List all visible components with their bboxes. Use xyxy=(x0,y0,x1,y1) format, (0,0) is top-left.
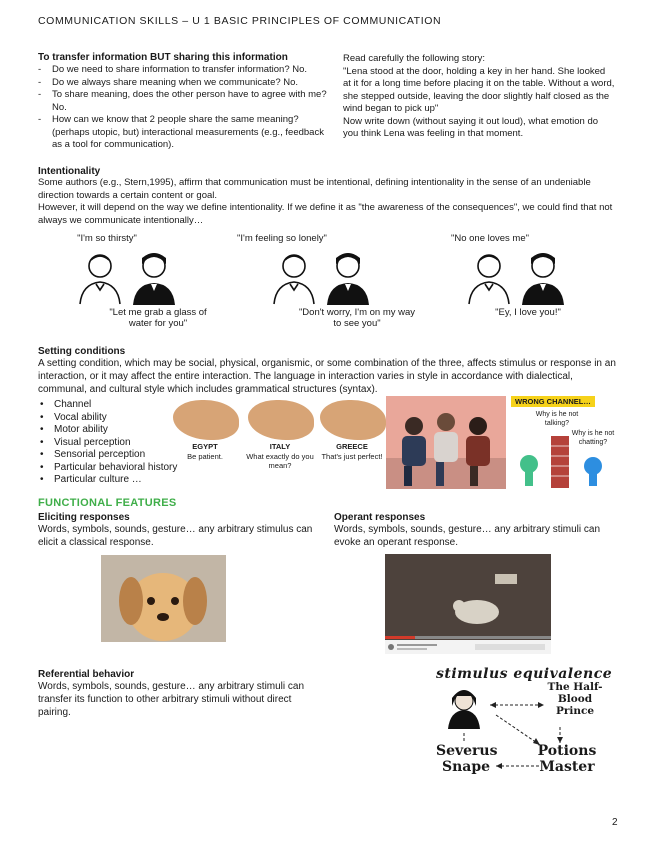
dialogue-top-quote: "I'm so thirsty" xyxy=(77,233,137,244)
hand-gesture-image xyxy=(173,400,239,440)
gesture-country: ITALY xyxy=(269,442,291,451)
intentionality-p1: Some authors (e.g., Stern,1995), affirm that communication must be intentional, defining intentionality in the sense of an undeniable direction towards a certain content or goal. xyxy=(38,177,591,201)
setting-section xyxy=(38,346,618,396)
list-item: - Do we always share meaning when we communicate? No. xyxy=(38,77,330,90)
intentionality-heading: Intentionality xyxy=(38,166,101,177)
document-header: COMMUNICATION SKILLS – U 1 BASIC PRINCIPLES OF COMMUNICATION xyxy=(38,15,442,27)
story-text: "Lena stood at the door, holding a key in her hand. She looked at it for a long time before placing it on the table. Without a word, she stepped outside, leaving the door slightly half closed as the wind began to pick up" xyxy=(343,65,615,114)
hand-gesture-image xyxy=(248,400,314,440)
speech-bubble: Why is he not talking? xyxy=(535,411,579,427)
gesture-country: EGYPT xyxy=(192,442,218,451)
gesture-country: GREECE xyxy=(336,442,368,451)
eliciting-section xyxy=(38,512,323,549)
list-item: • Particular culture … xyxy=(40,474,190,487)
transfer-list xyxy=(38,64,330,152)
people-illustration xyxy=(76,248,180,306)
dialogue-top-quote: "I'm feeling so lonely" xyxy=(237,233,327,244)
list-item: - To share meaning, does the other person have to agree with me? No. xyxy=(38,89,330,114)
intentionality-p2: However, it will depend on the way we define intentionality. If we define it as "the awareness of the consequences", we could find that not always we communicate intentionally… xyxy=(38,202,613,226)
story-intro: Read carefully the following story: xyxy=(343,53,486,64)
operant-text: Words, symbols, sounds, gesture… any arbitrary stimuli can evoke an operant response. xyxy=(334,524,601,548)
eliciting-heading: Eliciting responses xyxy=(38,512,130,523)
intentionality-section xyxy=(38,166,618,227)
gesture-meaning: What exactly do you mean? xyxy=(246,451,314,470)
setting-heading: Setting conditions xyxy=(38,346,126,357)
list-item: • Sensorial perception xyxy=(40,449,190,462)
dialogue-bottom-quote: "Ey, I love you!" xyxy=(495,307,561,318)
referential-text: Words, symbols, sounds, gesture… any arbitrary stimuli can transfer its function to other arbitrary stimuli without direct pairing. xyxy=(38,681,305,718)
gesture-meaning: Be patient. xyxy=(187,451,223,461)
wrong-channel-figure xyxy=(509,396,619,489)
referential-heading: Referential behavior xyxy=(38,669,135,680)
list-item: - How can we know that 2 people share the same meaning? (perhaps utopic, but) interactional measurements (e.g., feedback as a tool for communication). xyxy=(38,114,330,152)
story-task: Now write down (without saying it out loud), what emotion do you think Lena was feeling in that moment. xyxy=(343,115,599,139)
list-item: • Vocal ability xyxy=(40,412,190,425)
referential-section xyxy=(38,669,318,719)
people-illustration xyxy=(465,248,569,306)
hand-gesture-image xyxy=(320,400,386,440)
list-item: - Do we need to share information to transfer information? No. xyxy=(38,64,330,77)
transfer-section xyxy=(38,52,330,152)
list-item: • Motor ability xyxy=(40,424,190,437)
transfer-heading: To transfer information BUT sharing this information xyxy=(38,52,288,63)
functional-heading: FUNCTIONAL FEATURES xyxy=(38,497,177,509)
list-item: • Channel xyxy=(40,399,190,412)
equivalence-node-prince: The Half-Blood Prince xyxy=(547,681,603,717)
equivalence-node-severus: Severus Snape xyxy=(436,743,498,775)
wrong-channel-label: WRONG CHANNEL… xyxy=(511,396,595,407)
dialogue-bottom-quote: "Don't worry, I'm on my way to see you" xyxy=(298,307,416,329)
equivalence-title: stimulus equivalence xyxy=(436,666,613,682)
speech-bubble: Why is he not chatting? xyxy=(571,430,615,446)
gesture-egypt xyxy=(165,400,245,461)
dialogue-bottom-quote: "Let me grab a glass of water for you" xyxy=(109,307,207,329)
story-section xyxy=(343,53,615,141)
gesture-greece xyxy=(312,400,392,461)
brick-wall-illustration xyxy=(509,426,619,489)
gesture-italy xyxy=(240,400,320,471)
people-illustration xyxy=(270,248,374,306)
people-on-couch-image xyxy=(386,396,506,489)
operant-section xyxy=(334,512,624,549)
equivalence-node-potions: Potions Master xyxy=(537,743,597,775)
operant-video-image xyxy=(385,554,551,654)
dialogue-top-quote: "No one loves me" xyxy=(450,233,530,244)
setting-text: A setting condition, which may be social, physical, organismic, or some combination of the three, affects stimulus or response in an interaction, or it may affect the entire interaction. The language in interaction varies in style in accordance with dialectical, communal, and cultural style which includes grammatical structures (syntax). xyxy=(38,358,616,395)
eliciting-text: Words, symbols, sounds, gesture… any arbitrary stimulus can elicit a classical response. xyxy=(38,524,313,548)
list-item: • Particular behavioral history xyxy=(40,462,190,475)
operant-heading: Operant responses xyxy=(334,512,426,523)
list-item: • Visual perception xyxy=(40,437,190,450)
page-number: 2 xyxy=(612,817,618,828)
puppy-image xyxy=(101,555,226,642)
gesture-meaning: That's just perfect! xyxy=(321,451,383,461)
